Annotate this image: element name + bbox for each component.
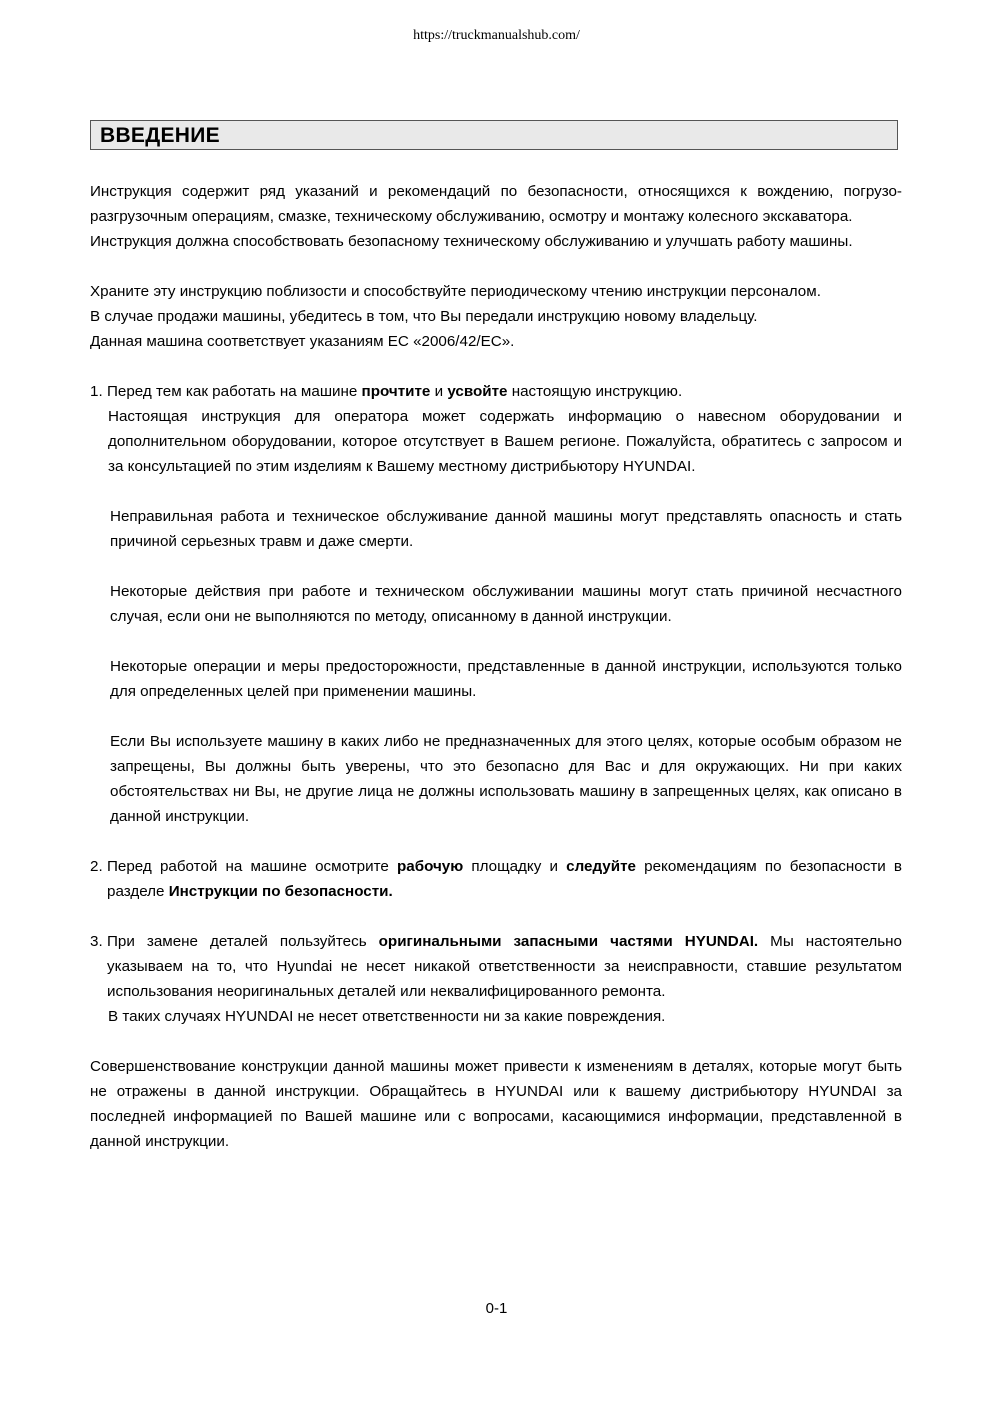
item-1-note-1: Неправильная работа и техническое обслуживание данной машины могут представлять опасность и стать причиной серьезных травм и даже смерти. xyxy=(110,508,902,550)
item-1-note-4: Если Вы используете машину в каких либо не предназначенных для этого целях, которые особым образом не запрещены, Вы должны быть уверены, что это безопасно для Вас и для окружающих. Ни при каких обстоятельствах ни Вы, не другие лица не должны использовать машину в запрещенных целях, как описано в данной инструкции. xyxy=(110,733,902,825)
intro-paragraph-2: Инструкция должна способствовать безопасному техническому обслуживанию и улучшать работу машины. xyxy=(90,233,853,250)
numbered-item-3 xyxy=(90,929,902,1004)
storage-line-1: Храните эту инструкцию поблизости и способствуйте периодическому чтению инструкции персоналом. xyxy=(90,283,821,300)
closing-paragraph: Совершенствование конструкции данной машины может привести к изменениям в деталях, которые могут быть не отражены в данной инструкции. Обращайтесь в HYUNDAI или к вашему дистрибьютору HYUNDAI за последней информацией по Вашей машине или с вопросами, касающимися информации, представленной в данной инструкции. xyxy=(90,1058,902,1150)
item-text: Перед работой на машине осмотрите рабочую площадку и следуйте рекомендациям по безопасности в разделе Инструкции по безопасности. xyxy=(107,858,902,900)
item-1-note-2: Некоторые действия при работе и техническом обслуживании машины могут стать причиной несчастного случая, если они не выполняются по методу, описанному в данной инструкции. xyxy=(110,583,902,625)
page-number: 0-1 xyxy=(485,1300,508,1317)
storage-line-3: Данная машина соответствует указаниям ЕС «2006/42/EC». xyxy=(90,333,515,350)
section-title-bar xyxy=(90,120,898,150)
numbered-item-1 xyxy=(90,379,902,404)
intro-paragraph-1: Инструкция содержит ряд указаний и рекомендаций по безопасности, относящихся к вождению, погрузо-разгрузочным операциям, смазке, техническому обслуживанию, осмотру и монтажу колесного экскаватора. xyxy=(90,183,902,225)
section-title: ВВЕДЕНИЕ xyxy=(100,124,220,147)
item-text: При замене деталей пользуйтесь оригинальными запасными частями HYUNDAI. Мы настоятельно указываем на то, что Hyundai не несет никакой ответственности за неисправности, ставшие результатом использования неоригинальных деталей или неквалифицированного ремонта. xyxy=(107,933,902,1000)
item-1-paragraph: Настоящая инструкция для оператора может содержать информацию о навесном оборудовании и дополнительном оборудовании, которое отсутствует в Вашем регионе. Пожалуйста, обратитесь с запросом и за консультацией по этим изделиям к Вашему местному дистрибьютору HYUNDAI. xyxy=(108,408,902,475)
document-body xyxy=(90,179,902,1154)
source-url: https://truckmanualshub.com/ xyxy=(413,28,580,43)
item-number: 3. xyxy=(90,933,103,950)
numbered-item-2 xyxy=(90,854,902,904)
item-1-note-3: Некоторые операции и меры предосторожности, представленные в данной инструкции, используются только для определенных целей при применении машины. xyxy=(110,658,902,700)
item-text: Перед тем как работать на машине прочтите и усвойте настоящую инструкцию. xyxy=(107,383,683,400)
item-number: 2. xyxy=(90,858,103,875)
item-3-line-2: В таких случаях HYUNDAI не несет ответственности ни за какие повреждения. xyxy=(108,1008,666,1025)
item-number: 1. xyxy=(90,383,103,400)
storage-line-2: В случае продажи машины, убедитесь в том, что Вы передали инструкцию новому владельцу. xyxy=(90,308,758,325)
